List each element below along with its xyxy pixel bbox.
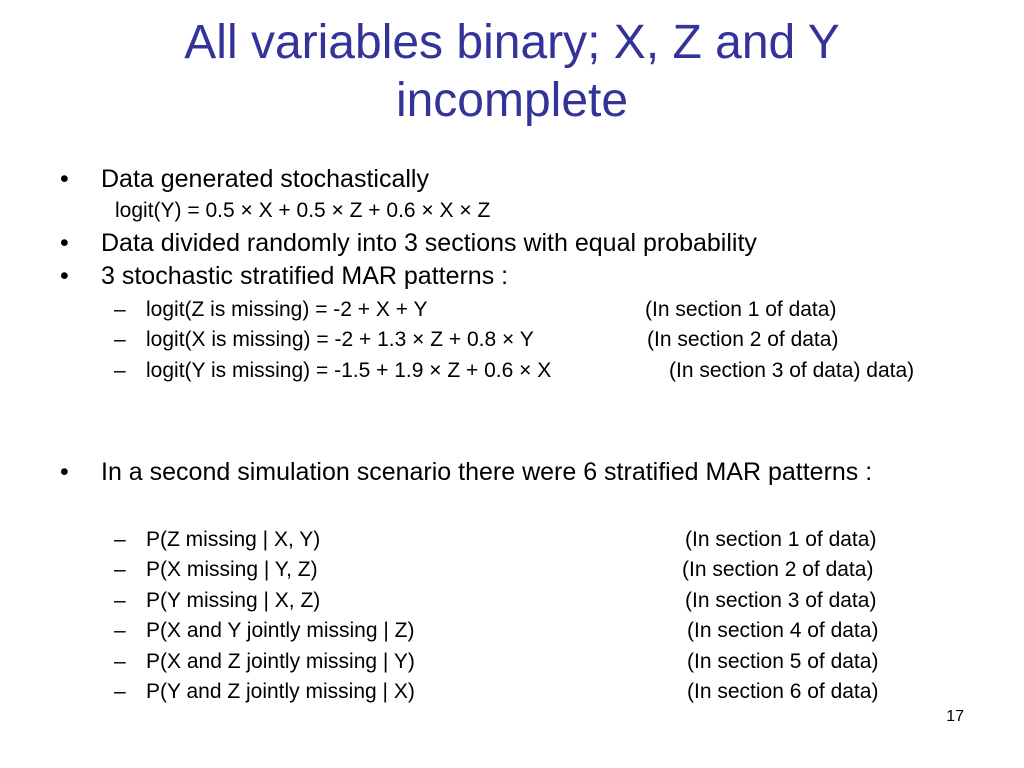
section-note: (In section 1 of data) [685, 528, 877, 551]
section-note: (In section 2 of data) [682, 558, 874, 581]
sub-item-text: logit(X is missing) = -2 + 1.3 × Z + 0.8 × Y [146, 328, 534, 351]
bullet-glyph: • [60, 165, 69, 193]
slide-title-line-2: incomplete [395, 74, 629, 127]
bullet-glyph: • [60, 458, 69, 486]
dash-glyph: – [114, 619, 126, 642]
page-number: 17 [946, 708, 964, 725]
section-note: (In section 3 of data) data) [669, 359, 915, 382]
dash-glyph: – [114, 680, 126, 703]
sub-item-text: P(X and Z jointly missing | Y) [146, 650, 415, 673]
sub-item-text: P(Z missing | X, Y) [146, 528, 321, 551]
slide-title [0, 14, 1024, 130]
section-note: (In section 2 of data) [647, 328, 839, 351]
dash-glyph: – [114, 298, 126, 321]
sub-item-text: P(X missing | Y, Z) [146, 558, 318, 581]
section-note: (In section 1 of data) [645, 298, 837, 321]
dash-glyph: – [114, 328, 126, 351]
sub-item-text: logit(Y is missing) = -1.5 + 1.9 × Z + 0.6 × X [146, 359, 552, 382]
section-note: (In section 3 of data) [685, 589, 877, 612]
sub-item-text: P(X and Y jointly missing | Z) [146, 619, 415, 642]
sub-item-text: P(Y and Z jointly missing | X) [146, 680, 415, 703]
equation-text: logit(Y) = 0.5 × X + 0.5 × Z + 0.6 × X × Z [115, 199, 491, 222]
dash-glyph: – [114, 650, 126, 673]
section-note: (In section 4 of data) [687, 619, 879, 642]
section-note: (In section 5 of data) [687, 650, 879, 673]
bullet-text: Data generated stochastically [101, 165, 429, 193]
bullet-text: In a second simulation scenario there were 6 stratified MAR patterns : [101, 458, 873, 486]
section-note: (In section 6 of data) [687, 680, 879, 703]
slide-title-line-1: All variables binary; X, Z and Y [184, 16, 840, 69]
dash-glyph: – [114, 359, 126, 382]
bullet-text: Data divided randomly into 3 sections with equal probability [101, 229, 757, 257]
bullet-glyph: • [60, 229, 69, 257]
sub-item-text: logit(Z is missing) = -2 + X + Y [146, 298, 428, 321]
dash-glyph: – [114, 589, 126, 612]
dash-glyph: – [114, 528, 126, 551]
dash-glyph: – [114, 558, 126, 581]
sub-item-text: P(Y missing | X, Z) [146, 589, 321, 612]
bullet-text: 3 stochastic stratified MAR patterns : [101, 262, 509, 290]
bullet-glyph: • [60, 262, 69, 290]
